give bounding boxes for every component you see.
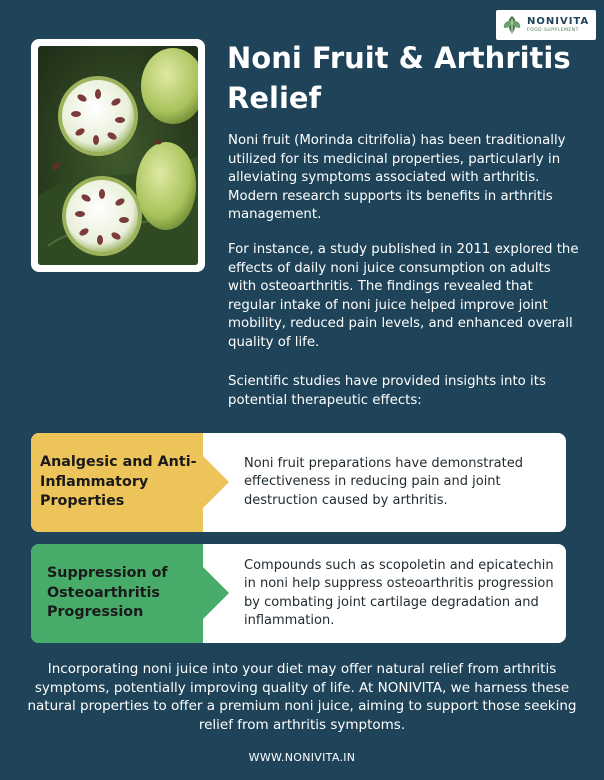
intro-paragraph-1: Noni fruit (Morinda citrifolia) has been traditionally utilized for its medicinal properties, particularly in alleviating symptoms associated with arthritis. Modern research supports its benefits in arthritis management. bbox=[228, 133, 566, 222]
benefit-card-suppression bbox=[31, 544, 566, 643]
benefit-card-heading: Analgesic and Anti-Inflammatory Properties bbox=[40, 454, 197, 510]
benefit-card-heading-box bbox=[31, 433, 203, 532]
benefit-card-body: Noni fruit preparations have demonstrated effectiveness in reducing pain and joint destruction caused by arthritis. bbox=[244, 456, 523, 508]
intro-paragraph-2: For instance, a study published in 2011 explored the effects of daily noni juice consumption on adults with osteoarthritis. The findings revealed that regular intake of noni juice helped improve joint mobility, reduced pain levels, and enhanced overall quality of life. bbox=[228, 242, 579, 350]
benefit-card-body: Compounds such as scopoletin and epicatechin in noni help suppress osteoarthritis progression by combating joint cartilage degradation and inflammation. bbox=[244, 557, 554, 628]
noni-photo-frame bbox=[31, 39, 205, 272]
brand-logo bbox=[496, 10, 596, 40]
benefit-card-heading-box bbox=[31, 544, 203, 643]
website-link[interactable]: WWW.NONIVITA.IN bbox=[248, 751, 356, 764]
leaf-logo-icon bbox=[501, 14, 523, 36]
intro-paragraph-3: Scientific studies have provided insights into its potential therapeutic effects: bbox=[228, 374, 546, 408]
brand-name: NONIVITA bbox=[527, 15, 590, 27]
brand-tagline: FOOD SUPPLEMENT bbox=[527, 27, 579, 33]
closing-paragraph: Incorporating noni juice into your diet may offer natural relief from arthritis symptoms, potentially improving quality of life. At NONIVITA, we harness these natural properties to offer a premium noni juice, aiming to support those seeking relief from arthritis symptoms. bbox=[27, 661, 577, 733]
page-title: Noni Fruit & Arthritis Relief bbox=[227, 41, 571, 115]
benefit-card-heading: Suppression of Osteoarthritis Progression bbox=[47, 565, 168, 621]
noni-fruit-photo bbox=[38, 46, 198, 265]
benefit-card-analgesic bbox=[31, 433, 566, 532]
